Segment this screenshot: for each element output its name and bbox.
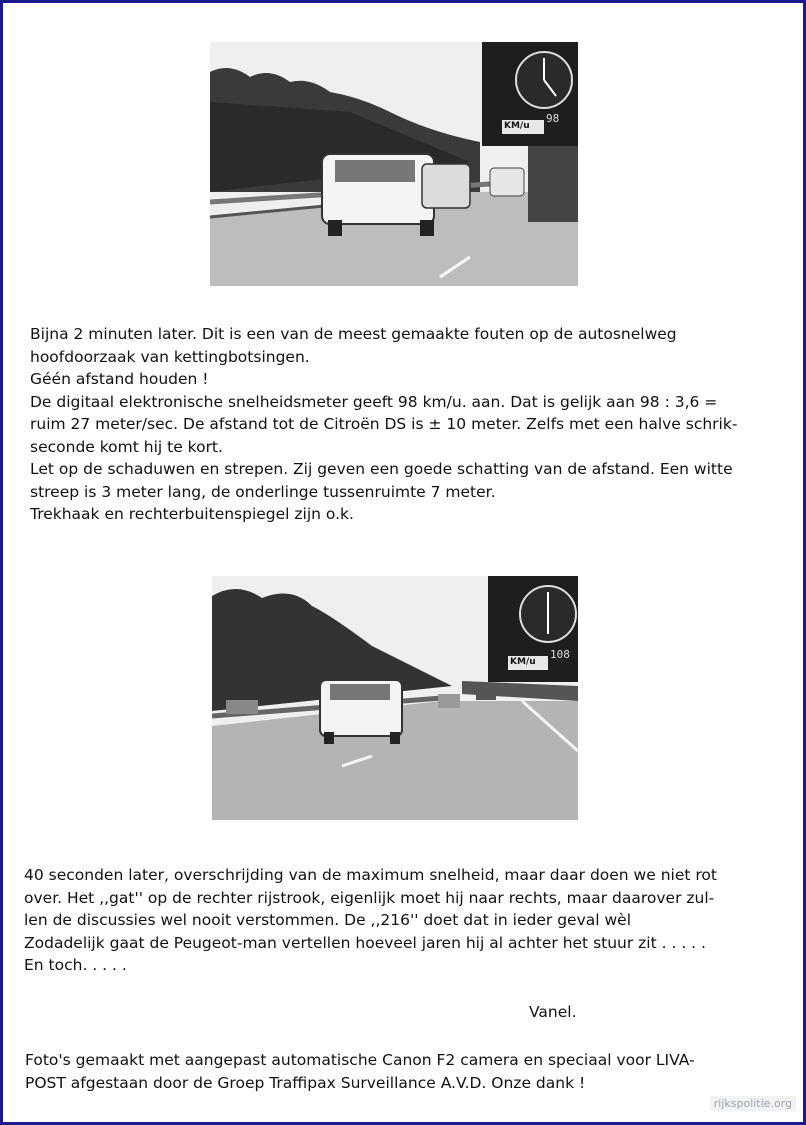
paragraph-1-line: De digitaal elektronische snelheidsmeter geeft 98 km/u. aan. Dat is gelijk aan 98 : 3,6 = [30,392,718,411]
photo-credits [25,1049,695,1094]
paragraph-1 [30,323,737,526]
signature: Vanel. [529,1003,577,1021]
paragraph-1-line: Trekhaak en rechterbuitenspiegel zijn o.k. [30,505,354,523]
speed-readout-2: 108 [550,648,570,661]
traffic-photo-1 [210,42,578,286]
speed-readout-1: 98 [546,112,560,125]
paragraph-2-line: En toch. . . . . [24,956,127,974]
paragraph-1-line: Bijna 2 minuten later. Dit is een van de meest gemaakte fouten op de autosnelweg [30,325,677,343]
paragraph-1-line: streep is 3 meter lang, de onderlinge tussenruimte 7 meter. [30,482,496,501]
credits-line: Foto's gemaakt met aangepast automatische Canon F2 camera en speciaal voor LIVA- [25,1051,695,1069]
paragraph-1-line-start: ruim 27 meter/sec. De afstand tot de Citroën DS is [30,415,429,433]
speed-unit-label-2: KM/u [510,657,536,667]
paragraph-1-line [30,413,737,436]
paragraph-2-line: len de discussies wel nooit verstommen. De ,,216'' doet dat in ieder geval wèl [24,911,631,929]
paragraph-1-line: hoofdoorzaak van kettingbotsingen. [30,347,310,366]
paragraph-2-line: Zodadelijk gaat de Peugeot-man vertellen hoeveel jaren hij al achter het stuur zit . . . . . [24,933,706,952]
paragraph-2-line: 40 seconden later, overschrijding van de maximum snelheid, maar daar doen we niet rot [24,866,717,884]
paragraph-2 [24,864,717,977]
paragraph-1-line: seconde komt hij te kort. [30,437,223,456]
credits-line: POST afgestaan door de Groep Traffipax Surveillance A.V.D. Onze dank ! [25,1073,586,1092]
paragraph-1-line: Géén afstand houden ! [30,370,209,388]
paragraph-1-line-end: ± 10 meter. Zelfs met een halve schrik- [428,415,738,433]
speed-unit-label-1: KM/u [504,121,530,131]
traffic-photo-2 [212,576,578,820]
watermark: rijkspolitie.org [710,1096,796,1111]
paragraph-2-line: over. Het ,,gat'' op de rechter rijstrook, eigenlijk moet hij naar rechts, maar daarover zul- [24,888,715,907]
paragraph-1-line: Let op de schaduwen en strepen. Zij geven een goede schatting van de afstand. Een witte [30,460,733,478]
